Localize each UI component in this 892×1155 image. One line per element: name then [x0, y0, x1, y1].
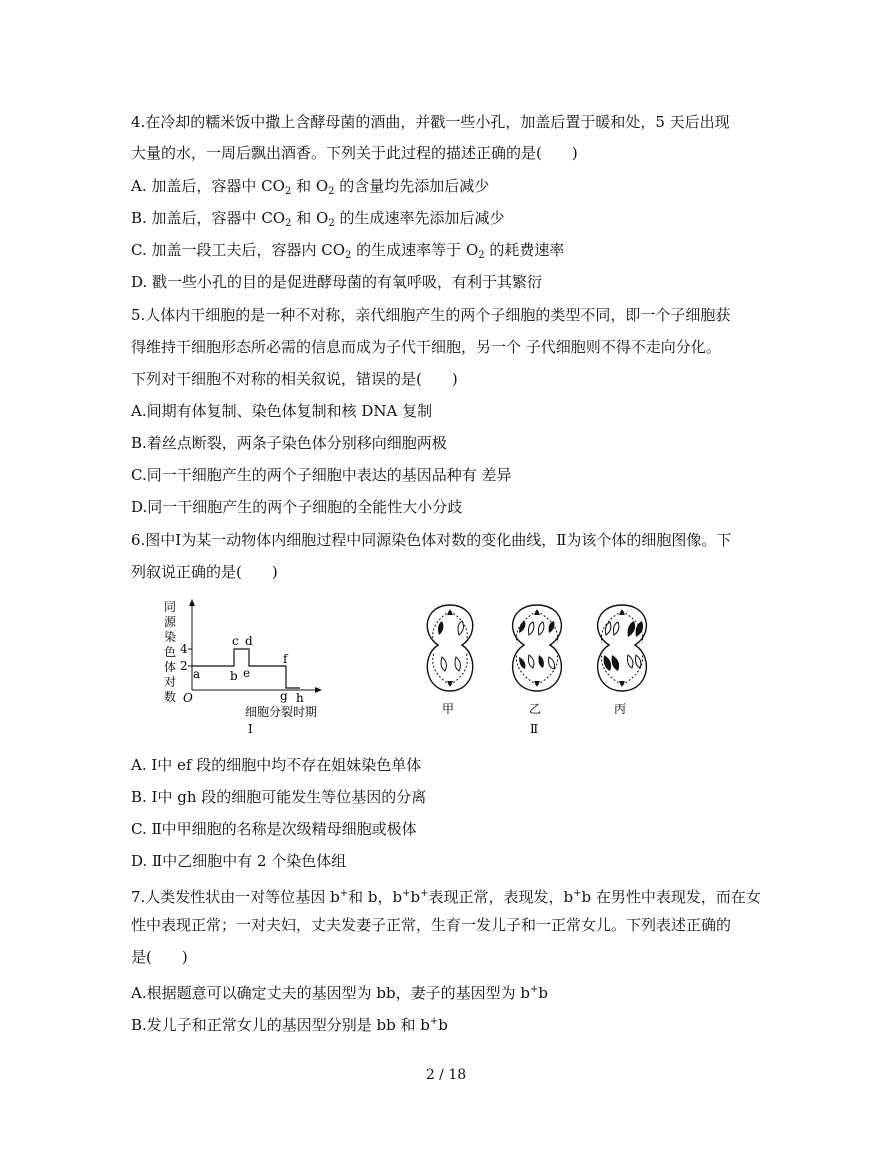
q5-stem-line2: 得维持干细胞形态所必需的信息而成为子代干细胞，另一个 子代细胞则不得不走向分化。	[131, 338, 721, 356]
cell-jia	[427, 605, 473, 716]
chromosome	[636, 655, 641, 668]
cell-membrane	[598, 605, 647, 691]
chromosome	[441, 657, 446, 671]
q5-stem-line1: 5.人体内干细胞的是一种不对称，亲代细胞产生的两个子细胞的类型不同，即一个子细胞获	[131, 306, 731, 324]
spindle	[433, 653, 468, 685]
q7-stem-line2: 性中表现正常；一对夫妇，丈夫发妻子正常，生育一发儿子和一正常女儿。下列表述正确的	[131, 916, 732, 934]
centrosome	[447, 609, 453, 615]
point-c: c	[232, 634, 239, 648]
q5-option-d: D.同一干细胞产生的两个子细胞的全能性大小分歧	[131, 498, 463, 516]
q5-option-b: B.着丝点断裂，两条子染色体分别移向细胞两极	[131, 434, 447, 452]
cell-yi	[513, 605, 562, 716]
point-d: d	[245, 634, 253, 648]
y-axis-arrow	[189, 599, 195, 606]
chromosome	[529, 622, 534, 635]
page-number: 2 / 18	[425, 1067, 467, 1083]
q4-option-a: A. 加盖后，容器中 $CO_2$ 和 $O_2$ 的含量均先添加后减少	[131, 177, 490, 197]
cell-membrane	[513, 605, 562, 691]
chromosome	[519, 621, 525, 633]
y-label-char: 同	[164, 600, 177, 614]
origin-label: O	[183, 691, 193, 705]
chromosome	[628, 621, 636, 637]
chromosome	[612, 655, 620, 671]
cell-bing	[598, 605, 647, 716]
y-label-char: 色	[164, 645, 177, 659]
chromosome	[529, 655, 534, 668]
y-label-char: 对	[164, 675, 177, 689]
q6-stem-line1: 6.图中Ⅰ为某一动物体内细胞过程中同源染色体对数的变化曲线，Ⅱ为该个体的细胞图像。下	[131, 531, 732, 549]
chromosome	[458, 621, 463, 635]
q5-option-a: A.间期有体复制、染色体复制和核 DNA 复制	[131, 402, 433, 420]
chromosome	[539, 622, 544, 635]
q4-stem-line2: 大量的水，一周后飘出酒香。下列关于此过程的描述正确的是( )	[131, 144, 578, 162]
graph-y-label	[164, 600, 177, 704]
centrosome	[534, 609, 540, 615]
chromosome	[628, 655, 633, 668]
spindle	[516, 653, 557, 685]
y-label-char: 数	[164, 690, 177, 704]
q4-option-b: B. 加盖后，容器中 $CO_2$ 和 $O_2$ 的生成速率先添加后减少	[131, 209, 505, 229]
y-label-char: 源	[164, 615, 177, 629]
centrosome	[619, 681, 625, 687]
chromosome	[614, 622, 619, 635]
cells-panel	[427, 605, 646, 736]
q7-stem-line3: 是( )	[131, 948, 188, 966]
q5-option-c: C.同一干细胞产生的两个子细胞中表达的基因品种有 差异	[131, 466, 512, 484]
spindle	[601, 611, 642, 643]
q4-stem-line1: 4.在冷却的糯米饭中撒上含酵母菌的酒曲，并戳一些小孔，加盖后置于暖和处，5 天后出现	[131, 113, 730, 131]
panel-1-label: Ⅰ	[248, 722, 253, 736]
y-label-char: 体	[164, 660, 177, 674]
q6-option-b: B. Ⅰ中 gh 段的细胞可能发生等位基因的分离	[131, 788, 427, 806]
graph-x-label: 细胞分裂时期	[245, 705, 318, 719]
chromosome	[549, 657, 555, 669]
graph-panel	[164, 599, 322, 736]
cell-membrane	[427, 605, 473, 691]
chromosome	[549, 621, 555, 633]
q6-option-c: C. Ⅱ中甲细胞的名称是次级精母细胞或极体	[131, 820, 417, 838]
point-f: f	[283, 652, 288, 666]
chromosome	[455, 657, 460, 671]
q7-stem-line1: 7.人类发性状由一对等位基因 b+和 b，b+b+表现正常，表现发，b+b 在男性中表现发，而在女	[131, 888, 761, 906]
centrosome	[619, 609, 625, 615]
q6-stem-line2: 列叙说正确的是( )	[131, 563, 278, 581]
point-a: a	[193, 667, 201, 681]
q7-option-b: B.发儿子和正常女儿的基因型分别是 bb 和 b+b	[131, 1016, 448, 1034]
centrosome	[447, 681, 453, 687]
chromosome	[519, 657, 525, 669]
q4-option-c: C. 加盖一段工夫后，容器内 $CO_2$ 的生成速率等于 $O_2$ 的耗费速率	[131, 241, 565, 261]
spindle	[433, 611, 468, 643]
chromosome	[539, 655, 544, 668]
y-label-char: 染	[164, 630, 177, 644]
x-axis-arrow	[315, 687, 322, 693]
chromosome	[438, 621, 443, 635]
point-b: b	[230, 669, 238, 683]
centrosome	[534, 681, 540, 687]
q5-stem-line3: 下列对干细胞不对称的相关叙说，错误的是( )	[131, 370, 458, 388]
point-h: h	[296, 691, 304, 705]
y-tick-4: 4	[180, 642, 188, 656]
point-g: g	[280, 689, 288, 703]
q6-figure	[150, 595, 660, 745]
cell-label-bing: 丙	[614, 702, 627, 716]
cell-label-jia: 甲	[442, 702, 455, 716]
q4-option-d: D. 戳一些小孔的目的是促进酵母菌的有氧呼吸，有利于其繁衍	[131, 273, 543, 291]
q6-option-a: A. Ⅰ中 ef 段的细胞中均不存在姐妹染色单体	[131, 756, 422, 774]
y-tick-2: 2	[180, 659, 188, 673]
point-e: e	[243, 666, 251, 680]
q6-option-d: D. Ⅱ中乙细胞中有 2 个染色体组	[131, 852, 347, 870]
panel-2-label: Ⅱ	[530, 722, 539, 736]
q7-option-a: A.根据题意可以确定丈夫的基因型为 bb，妻子的基因型为 b+b	[131, 984, 548, 1002]
cell-label-yi: 乙	[529, 702, 542, 716]
